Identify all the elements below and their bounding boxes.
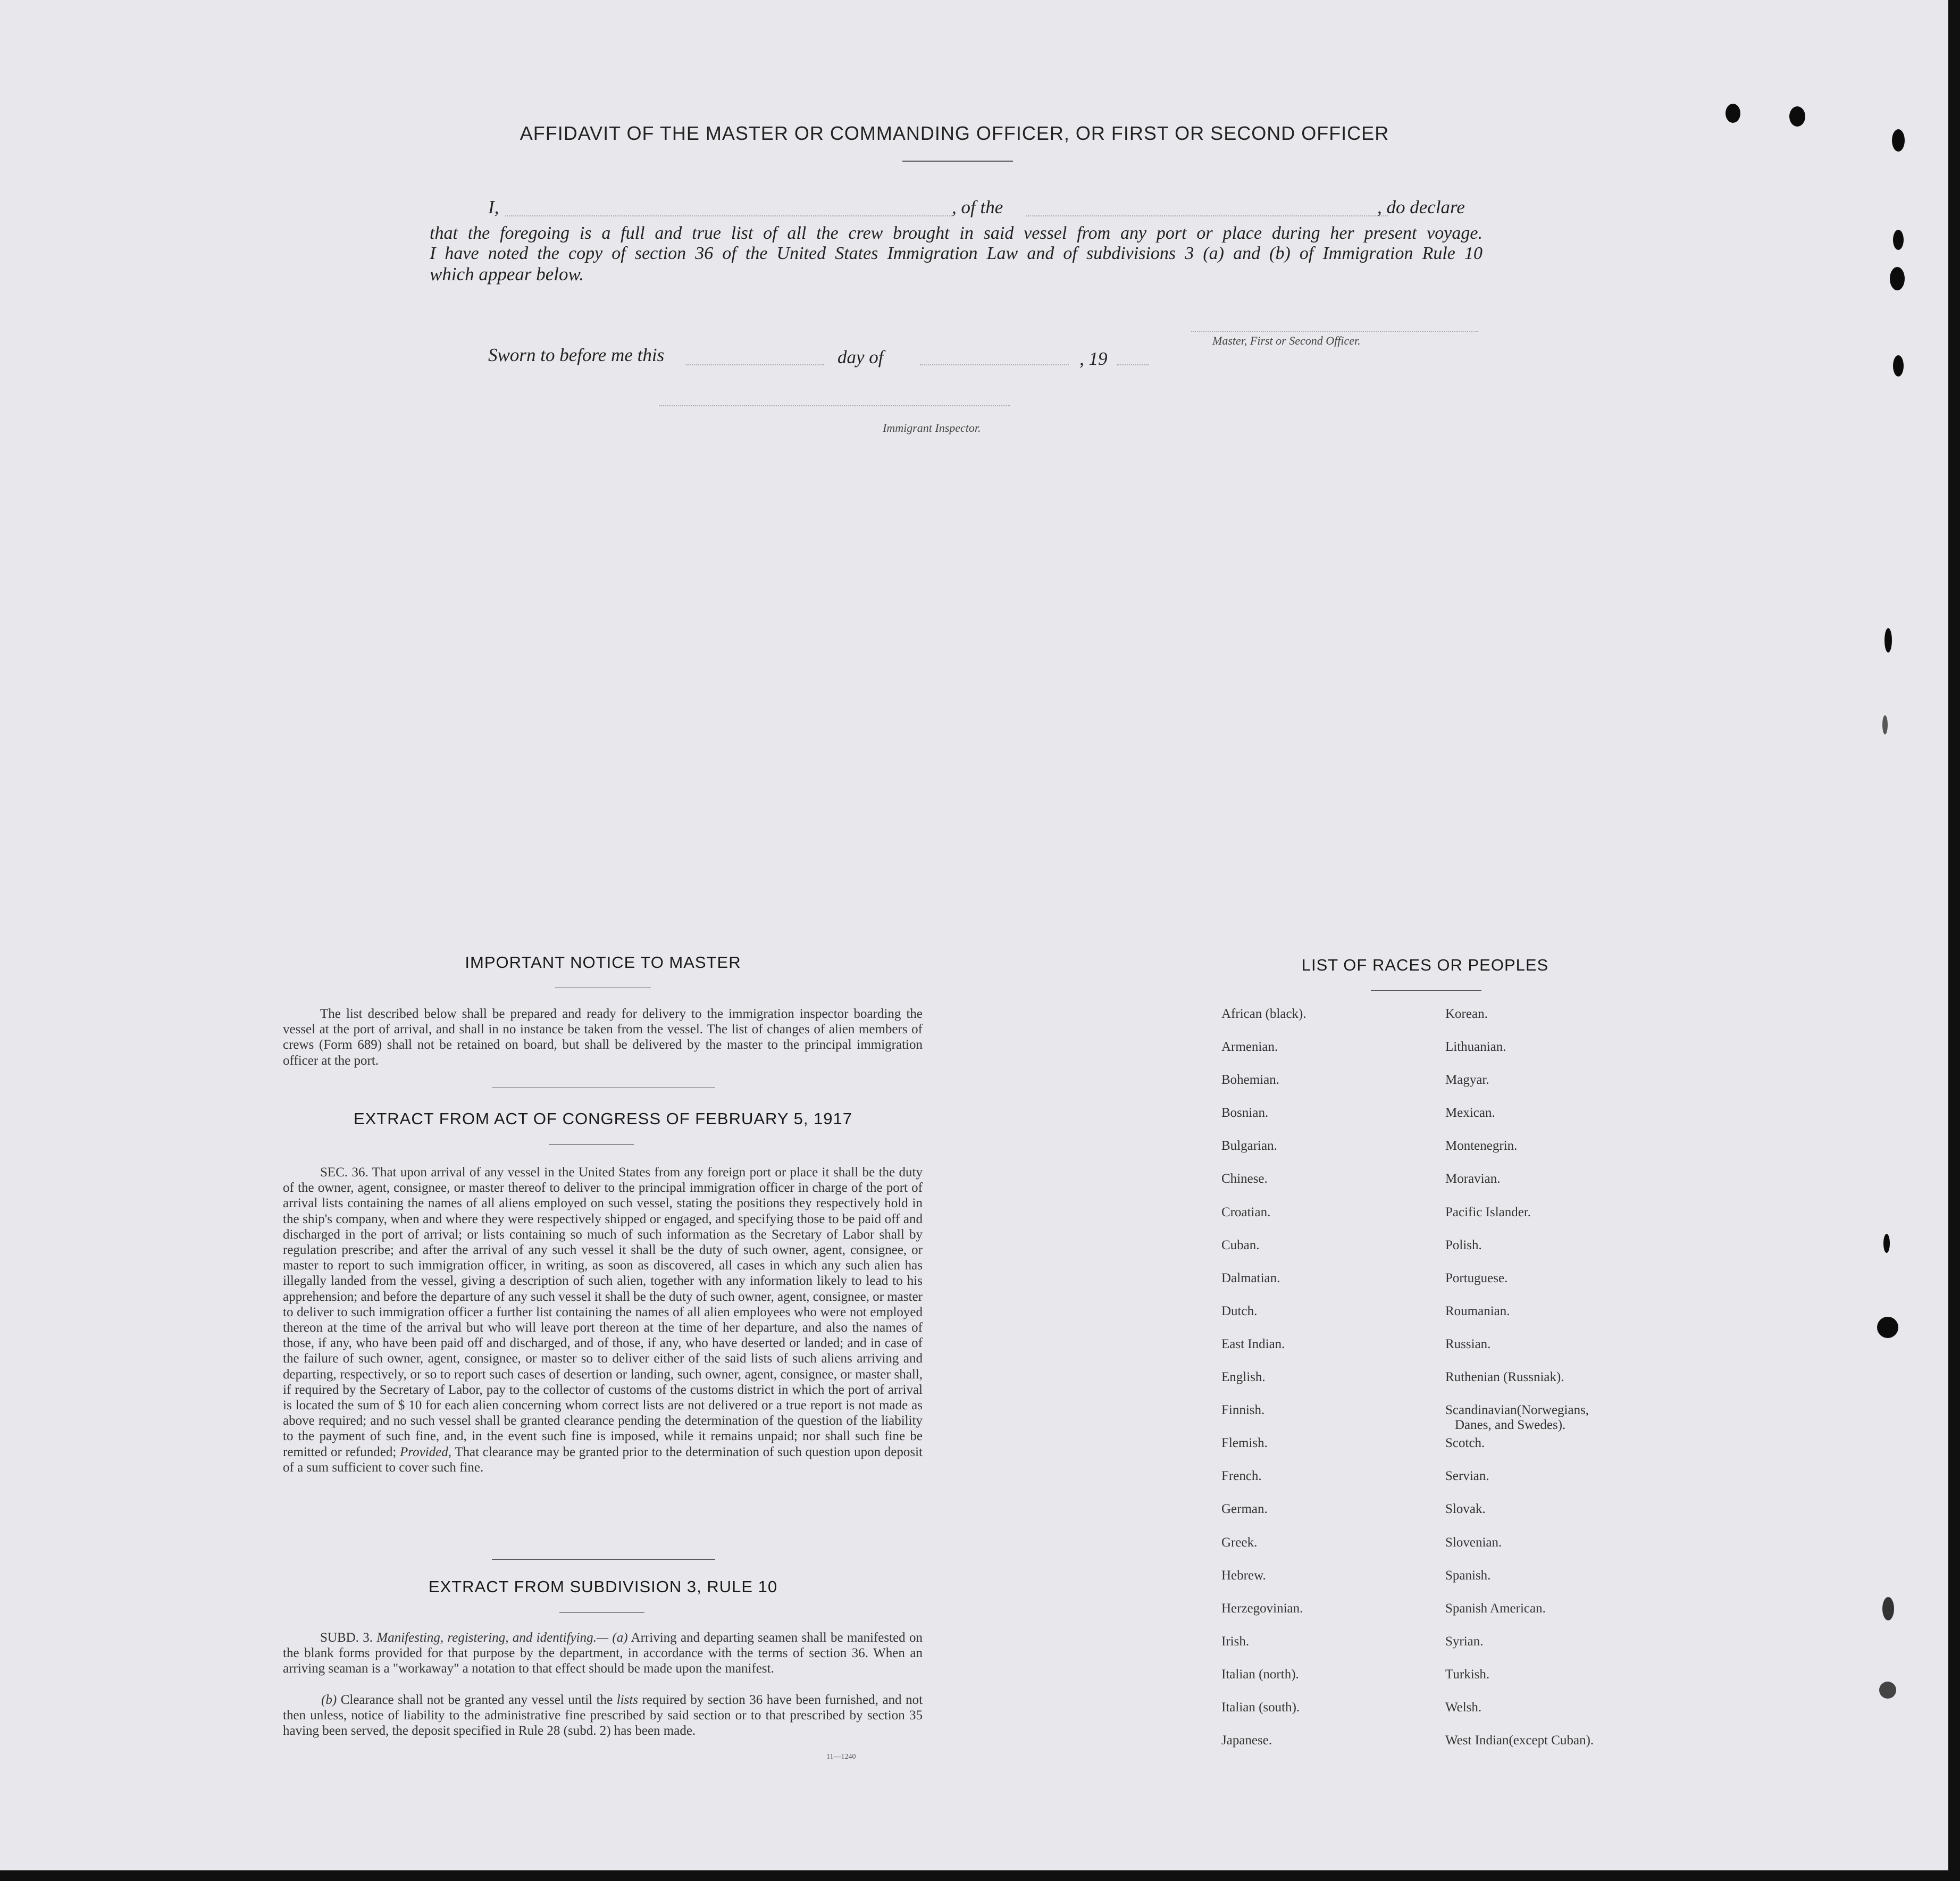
race-item	[1221, 1205, 1306, 1238]
act-body-end: That clearance may be granted prior to the determination of such question upon deposit of a sum sufficient to cover such fine.	[283, 1444, 923, 1475]
title-underline	[902, 161, 1013, 162]
race-item	[1221, 1172, 1306, 1205]
race-item	[1445, 1106, 1594, 1139]
punch-hole-mark	[1893, 355, 1904, 377]
race-item	[1221, 1007, 1306, 1040]
race-item	[1445, 1568, 1594, 1601]
race-item	[1445, 1469, 1594, 1502]
race-item	[1221, 1568, 1306, 1601]
race-label: Moravian.	[1445, 1172, 1501, 1186]
race-item	[1445, 1667, 1594, 1700]
race-label: Russian.	[1445, 1336, 1491, 1351]
punch-hole-mark	[1882, 1597, 1894, 1620]
punch-hole-mark	[1884, 628, 1892, 653]
affidavit-i: I,	[488, 197, 499, 218]
race-label-continued: Danes, and Swedes).	[1455, 1418, 1566, 1433]
race-item	[1445, 1733, 1594, 1766]
act-text	[283, 1165, 923, 1475]
punch-hole-mark	[1877, 1317, 1898, 1338]
punch-hole-mark	[1892, 129, 1905, 152]
race-label: Armenian.	[1221, 1040, 1278, 1055]
subd-a-text: Arriving and departing seamen shall be manifested on the blank forms provided for that purpose by the department, in accordance with the terms of section 36. When an arriving seaman is a "workaway" a notation to that effect should be made upon the manifest.	[283, 1631, 923, 1676]
race-label: Chinese.	[1221, 1172, 1268, 1186]
race-label: Italian (north).	[1221, 1667, 1299, 1682]
notice-title: IMPORTANT NOTICE TO MASTER	[465, 953, 741, 972]
race-label: Welsh.	[1445, 1700, 1482, 1715]
form-number: 11—1240	[826, 1753, 856, 1761]
rule-title: EXTRACT FROM SUBDIVISION 3, RULE 10	[428, 1577, 778, 1596]
race-item	[1221, 1601, 1306, 1634]
race-item	[1445, 1436, 1594, 1469]
race-item	[1445, 1304, 1594, 1337]
race-item	[1445, 1040, 1594, 1073]
race-item	[1445, 1502, 1594, 1535]
race-item	[1445, 1238, 1594, 1271]
day-blank	[686, 364, 824, 365]
race-label: Bosnian.	[1221, 1106, 1269, 1121]
subd-b-text-1: Clearance shall not be granted any vessel until the	[340, 1693, 613, 1707]
race-item	[1221, 1733, 1306, 1766]
race-item	[1221, 1535, 1306, 1568]
subd-title: Manifesting, registering, and identifying.	[376, 1631, 597, 1645]
race-item	[1445, 1205, 1594, 1238]
race-label: Herzegovinian.	[1221, 1601, 1303, 1616]
affidavit-line-3: I have noted the copy of section 36 of the United States Immigration Law and of subdivisions 3 (a) and (b) of Immigration Rule 10	[430, 244, 1482, 263]
year-blank	[1117, 364, 1149, 365]
punch-hole-mark	[1883, 1234, 1890, 1253]
race-label: Hebrew.	[1221, 1568, 1266, 1583]
punch-hole-mark	[1789, 106, 1805, 127]
race-item	[1221, 1106, 1306, 1139]
act-title: EXTRACT FROM ACT OF CONGRESS OF FEBRUARY 5, 1917	[353, 1109, 853, 1128]
race-item	[1445, 1271, 1594, 1304]
race-label: Syrian.	[1445, 1634, 1484, 1649]
race-item	[1445, 1172, 1594, 1205]
subd-a-label: — (a)	[596, 1631, 628, 1645]
race-item	[1445, 1337, 1594, 1370]
race-label: Ruthenian (Russniak).	[1445, 1370, 1564, 1385]
race-label: Roumanian.	[1445, 1303, 1510, 1318]
race-label: Korean.	[1445, 1007, 1488, 1021]
punch-hole-mark	[1726, 104, 1740, 123]
punch-hole-mark	[1882, 715, 1888, 734]
act-underline	[549, 1144, 634, 1145]
race-label: Flemish.	[1221, 1436, 1268, 1451]
race-item	[1221, 1238, 1306, 1271]
affidavit-title: AFFIDAVIT OF THE MASTER OR COMMANDING OFFICER, OR FIRST OR SECOND OFFICER	[520, 122, 1389, 144]
subd-b-text-2: required by section 36 have been furnished, and not then unless, notice of liability to the administrative fine prescribed by said section or to that prescribed by section 35 having been served, the deposit specified in Rule 28 (subd. 2) has been made.	[283, 1693, 923, 1738]
punch-hole-mark	[1893, 230, 1904, 250]
race-label: Portuguese.	[1445, 1270, 1508, 1285]
race-item	[1445, 1634, 1594, 1667]
race-label: Irish.	[1221, 1634, 1250, 1649]
act-divider	[492, 1559, 715, 1560]
race-label: West Indian(except Cuban).	[1445, 1733, 1594, 1748]
affidavit-line-4: which appear below.	[430, 264, 584, 285]
race-label: Italian (south).	[1221, 1700, 1300, 1715]
race-item	[1221, 1073, 1306, 1106]
race-label: Slovak.	[1445, 1502, 1486, 1517]
race-label: Scotch.	[1445, 1436, 1485, 1451]
rule-para-b	[283, 1692, 923, 1739]
race-item	[1445, 1403, 1594, 1436]
race-label: Dalmatian.	[1221, 1270, 1280, 1285]
race-item	[1221, 1337, 1306, 1370]
subd-b-label: (b)	[321, 1693, 337, 1707]
vessel-blank	[1026, 215, 1388, 216]
race-item	[1221, 1634, 1306, 1667]
race-item	[1445, 1601, 1594, 1634]
race-item	[1221, 1700, 1306, 1733]
race-label: Greek.	[1221, 1535, 1258, 1550]
master-label: Master, First or Second Officer.	[1212, 334, 1361, 347]
race-item	[1221, 1667, 1306, 1700]
race-item	[1445, 1370, 1594, 1403]
race-item	[1445, 1700, 1594, 1733]
affidavit-declare: , do declare	[1377, 197, 1465, 218]
race-label: Cuban.	[1221, 1238, 1260, 1252]
subd-b-lists: lists	[616, 1693, 639, 1707]
race-label: Finnish.	[1221, 1403, 1265, 1418]
races-left-column	[1221, 1007, 1306, 1766]
race-label: Turkish.	[1445, 1667, 1490, 1682]
race-label: Slovenian.	[1445, 1535, 1502, 1550]
race-label: Croatian.	[1221, 1205, 1271, 1219]
subd-label: SUBD. 3.	[320, 1631, 373, 1645]
race-label: East Indian.	[1221, 1336, 1285, 1351]
master-signature-line	[1191, 331, 1478, 332]
race-label: Dutch.	[1221, 1303, 1258, 1318]
race-label: Pacific Islander.	[1445, 1205, 1531, 1219]
race-label: Spanish American.	[1445, 1601, 1546, 1616]
year-prefix: , 19	[1079, 348, 1108, 369]
race-label: Lithuanian.	[1445, 1040, 1506, 1055]
affidavit-line-2: that the foregoing is a full and true list of all the crew brought in said vessel from any port or place during her present voyage.	[430, 223, 1482, 243]
month-blank	[920, 364, 1069, 365]
race-item	[1445, 1139, 1594, 1172]
act-body: SEC. 36. That upon arrival of any vessel in the United States from any foreign port or place it shall be the duty of the owner, agent, consignee, or master thereof to deliver to the principal immigration officer in charge of the port of arrival lists containing the names of all aliens employed on such vessel, stating the positions they respectively hold in the ship's company, when and where they were respectively shipped or engaged, and specifying those to be paid off and discharged in the port of arrival; or lists containing so much of such information as the Secretary of Labor shall by regulation prescribe; and after the arrival of any such vessel it shall be the duty of such owner, agent, consignee, or master to report to such immigration officer, in writing, as soon as discovered, all cases in which any such alien has illegally landed from the vessel, giving a description of such alien, together with any information likely to lead to his apprehension; and before the departure of any such vessel it shall be the duty of such owner, agent, consignee, or master to deliver to such immigration officer a further list containing the names of all alien employees who were not employed thereon at the time of the arrival but who will leave port thereon at the time of her departure, and also the names of those, if any, who have been paid off and discharged, and of those, if any, who have deserted or landed; and in case of the failure of such owner, agent, consignee, or master so to deliver either of the said lists of such aliens arriving and departing, respectively, or so to report such cases of desertion or landing, such owner, agent, consignee, or master shall, if required by the Secretary of Labor, pay to the collector of customs of the customs district in which the port of arrival is located the sum of $ 10 for each alien concerning whom correct lists are not delivered or a true report is not made as above required; and no such vessel shall be granted clearance pending the determination of the question of the liability to the payment of such fine, and, in the event such fine is imposed, while it remains unpaid; nor shall such fine be remitted or refunded;	[283, 1165, 923, 1459]
race-item	[1445, 1007, 1594, 1040]
day-of: day of	[837, 347, 884, 367]
race-item	[1221, 1436, 1306, 1469]
rule-underline	[559, 1612, 644, 1613]
races-title: LIST OF RACES OR PEOPLES	[1301, 956, 1549, 974]
race-item	[1221, 1271, 1306, 1304]
inspector-signature-line	[659, 405, 1010, 406]
race-item	[1221, 1370, 1306, 1403]
race-item	[1221, 1040, 1306, 1073]
name-blank	[505, 215, 952, 216]
races-underline	[1371, 990, 1481, 991]
races-right-column	[1445, 1007, 1594, 1766]
race-label: Montenegrin.	[1445, 1139, 1518, 1153]
race-label: Bohemian.	[1221, 1073, 1280, 1088]
race-item	[1221, 1403, 1306, 1436]
race-label: English.	[1221, 1370, 1266, 1385]
race-item	[1221, 1469, 1306, 1502]
race-label: Spanish.	[1445, 1568, 1491, 1583]
race-label: Bulgarian.	[1221, 1139, 1277, 1153]
race-label: French.	[1221, 1469, 1262, 1484]
race-label: Mexican.	[1445, 1106, 1495, 1121]
race-label: Magyar.	[1445, 1073, 1489, 1088]
punch-hole-mark	[1879, 1682, 1896, 1699]
punch-hole-mark	[1890, 267, 1905, 290]
race-label: Servian.	[1445, 1469, 1489, 1484]
act-provided: Provided,	[400, 1444, 451, 1459]
race-item	[1221, 1502, 1306, 1535]
rule-para-a	[283, 1630, 923, 1677]
sworn-text: Sworn to before me this	[488, 345, 665, 365]
affidavit-of-the: , of the	[952, 197, 1003, 218]
race-label: Polish.	[1445, 1238, 1482, 1252]
race-label: German.	[1221, 1502, 1268, 1517]
race-item	[1445, 1535, 1594, 1568]
race-label: African (black).	[1221, 1007, 1306, 1021]
race-label: Scandinavian(Norwegians,	[1445, 1403, 1589, 1418]
race-item	[1221, 1304, 1306, 1337]
race-item	[1221, 1139, 1306, 1172]
race-item	[1445, 1073, 1594, 1106]
notice-text: The list described below shall be prepared and ready for delivery to the immigration inspector boarding the vessel at the port of arrival, and shall in no instance be taken from the vessel. The list of changes of alien members of crews (Form 689) shall not be retained on board, but shall be delivered by the master to the principal immigration officer at the port.	[283, 1007, 923, 1068]
race-label: Japanese.	[1221, 1733, 1272, 1748]
inspector-label: Immigrant Inspector.	[883, 421, 981, 434]
